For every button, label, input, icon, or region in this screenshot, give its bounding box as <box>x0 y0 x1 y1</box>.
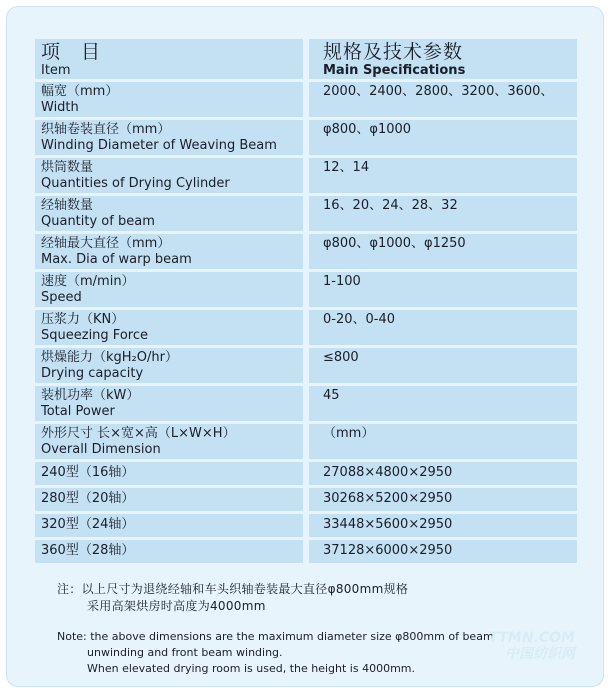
model-dimensions: 27088×4800×2950 <box>309 462 577 485</box>
row-label-cn: 经轴数量 <box>41 198 94 213</box>
row-value <box>309 234 577 269</box>
row-value <box>309 120 577 155</box>
note-english <box>57 629 494 677</box>
model-label: 360型（28轴） <box>35 540 303 563</box>
model-row <box>35 488 577 511</box>
row-label-cn: 经轴最大直径（mm） <box>41 236 171 251</box>
model-row <box>35 462 577 485</box>
row-label-en: Width <box>41 100 79 115</box>
row-label <box>35 386 303 421</box>
row-value <box>309 196 577 231</box>
row-label <box>35 82 303 117</box>
row-label <box>35 234 303 269</box>
row-label-cn: 外形尺寸 长×宽×高（L×W×H） <box>41 426 236 441</box>
watermark-line-1: TTMN.COM <box>488 630 575 646</box>
row-label <box>35 310 303 345</box>
row-label-en: Speed <box>41 290 82 305</box>
note-chinese <box>57 581 494 615</box>
row-value-text: φ800、φ1000 <box>323 122 412 137</box>
row-value-text: （mm） <box>323 426 375 441</box>
note-cn-line-1: 注：以上尺寸为退绕经轴和车头织轴卷装最大直径φ800mm规格 <box>57 582 409 596</box>
row-value <box>309 310 577 345</box>
header-item-en: Item <box>41 63 71 78</box>
row-value <box>309 158 577 193</box>
row-value-text: 0-20、0-40 <box>323 312 396 327</box>
table-row <box>35 272 577 307</box>
row-label-cn: 幅宽（mm） <box>41 84 119 99</box>
row-label-cn: 烘燥能力（kgH₂O/hr） <box>41 350 178 365</box>
table-row <box>35 348 577 383</box>
table-row <box>35 424 577 459</box>
table-row <box>35 82 577 117</box>
header-item-cell <box>35 39 303 79</box>
watermark-line-2: 中国纺织网 <box>505 646 575 662</box>
row-value-text: 12、14 <box>323 160 370 175</box>
note-en-line-3: When elevated drying room is used, the height is 4000mm. <box>87 662 416 675</box>
model-dimensions: 33448×5600×2950 <box>309 514 577 537</box>
table-row <box>35 386 577 421</box>
row-label <box>35 158 303 193</box>
row-value-text: 2000、2400、2800、3200、3600、 <box>323 84 554 99</box>
row-label-en: Quantity of beam <box>41 214 155 229</box>
table-row <box>35 158 577 193</box>
spec-table <box>35 39 577 566</box>
model-label: 240型（16轴） <box>35 462 303 485</box>
row-value-text: 1-100 <box>323 274 361 289</box>
row-value-text: ≤800 <box>323 350 359 365</box>
header-spec-en: Main Specifications <box>323 63 466 78</box>
row-label-en: Overall Dimension <box>41 442 161 457</box>
model-label: 280型（20轴） <box>35 488 303 511</box>
header-spec-cell <box>309 39 577 79</box>
table-row <box>35 120 577 155</box>
header-item-cn: 项 目 <box>41 41 102 63</box>
row-label <box>35 120 303 155</box>
row-value-text: 45 <box>323 388 340 403</box>
model-dimensions: 37128×6000×2950 <box>309 540 577 563</box>
row-value <box>309 82 577 117</box>
row-value <box>309 386 577 421</box>
row-value-text: 16、20、24、28、32 <box>323 198 458 213</box>
model-dimensions: 30268×5200×2950 <box>309 488 577 511</box>
row-label-cn: 速度（m/min） <box>41 274 135 289</box>
row-label-cn: 压浆力（KN） <box>41 312 125 327</box>
note-en-line-2: unwinding and front beam winding. <box>87 646 283 659</box>
row-value <box>309 424 577 459</box>
row-label-en: Quantities of Drying Cylinder <box>41 176 230 191</box>
row-value-text: φ800、φ1000、φ1250 <box>323 236 466 251</box>
header-spec-cn: 规格及技术参数 <box>323 41 464 63</box>
row-label-cn: 烘筒数量 <box>41 160 94 175</box>
spec-panel <box>6 6 604 687</box>
row-label <box>35 348 303 383</box>
site-watermark <box>489 630 576 662</box>
model-label: 320型（24轴） <box>35 514 303 537</box>
row-label-en: Total Power <box>41 404 115 419</box>
notes-section <box>57 581 494 677</box>
row-label-cn: 装机功率（kW） <box>41 388 140 403</box>
row-label-cn: 织轴卷装直径（mm） <box>41 122 171 137</box>
table-row <box>35 310 577 345</box>
note-cn-line-2: 采用高架烘房时高度为4000mm <box>87 599 266 613</box>
row-label-en: Squeezing Force <box>41 328 148 343</box>
row-value <box>309 272 577 307</box>
model-row <box>35 514 577 537</box>
row-label-en: Drying capacity <box>41 366 144 381</box>
table-row <box>35 196 577 231</box>
note-en-line-1: Note: the above dimensions are the maximum diameter size φ800mm of beam <box>57 630 494 643</box>
row-label-en: Winding Diameter of Weaving Beam <box>41 138 277 153</box>
row-value <box>309 348 577 383</box>
row-label-en: Max. Dia of warp beam <box>41 252 192 267</box>
model-row <box>35 540 577 563</box>
row-label <box>35 272 303 307</box>
table-header <box>35 39 577 79</box>
table-row <box>35 234 577 269</box>
row-label <box>35 424 303 459</box>
row-label <box>35 196 303 231</box>
